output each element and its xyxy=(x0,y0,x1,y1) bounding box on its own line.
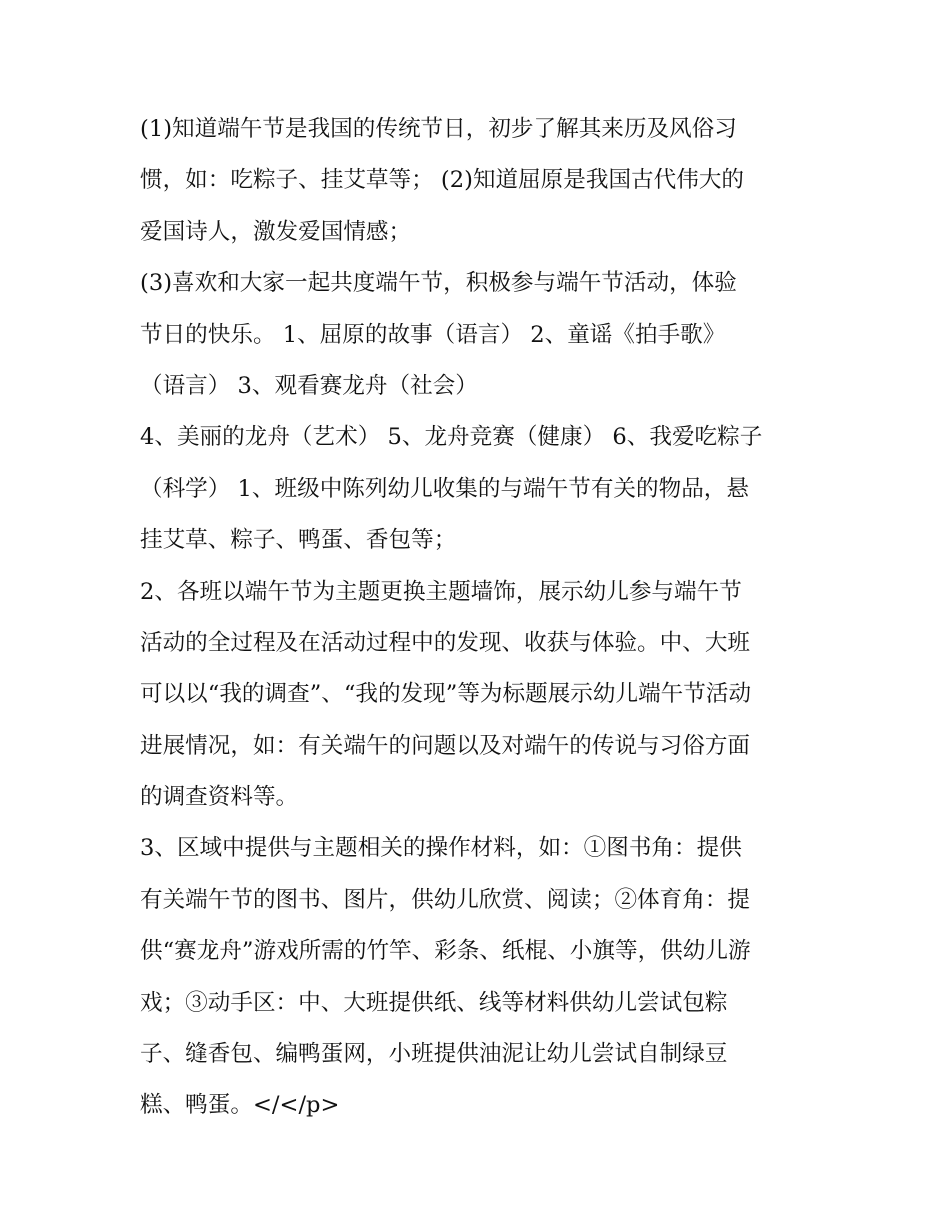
text-line: (1)知道端午节是我国的传统节日，初步了解其来历及风俗习 xyxy=(140,116,737,142)
text-line: (3)喜欢和大家一起共度端午节，积极参与端午节活动，体验 xyxy=(140,270,737,297)
text-line: 4、美丽的龙舟（艺术） 5、龙舟竞赛（健康） 6、我爱吃粽子 xyxy=(140,424,763,451)
document-body xyxy=(140,104,820,1132)
text-line: 有关端午节的图书、图片，供幼儿欣赏、阅读；②体育角：提 xyxy=(140,886,751,913)
text-line: 子、缝香包、编鸭蛋网，小班提供油泥让幼儿尝试自制绿豆 xyxy=(140,1041,728,1068)
text-line: （语言） 3、观看赛龙舟（社会） xyxy=(140,372,478,399)
text-line: 节日的快乐。 1、屈原的故事（语言） 2、童谣《拍手歌》 xyxy=(140,321,726,348)
text-line: 的调查资料等。 xyxy=(140,784,299,811)
text-line: 惯，如：吃粽子、挂艾草等； (2)知道屈原是我国古代伟大的 xyxy=(140,167,745,194)
text-line: 爱国诗人，激发爱国情感； xyxy=(140,218,412,245)
text-line: 戏；③动手区：中、大班提供纸、线等材料供幼儿尝试包粽 xyxy=(140,989,728,1016)
text-line: 活动的全过程及在活动过程中的发现、收获与体验。中、大班 xyxy=(140,629,751,656)
text-line: 进展情况，如：有关端午的问题以及对端午的传说与习俗方面 xyxy=(140,732,751,759)
text-line: 挂艾草、粽子、鸭蛋、香包等； xyxy=(140,527,457,554)
text-line: 2、各班以端午节为主题更换主题墙饰，展示幼儿参与端午节 xyxy=(140,578,742,605)
text-line: 3、区域中提供与主题相关的操作材料，如：①图书角：提供 xyxy=(140,835,742,862)
text-line: 可以以“我的调查”、“我的发现”等为标题展示幼儿端午节活动 xyxy=(140,681,752,708)
text-line: 供“赛龙舟”游戏所需的竹竿、彩条、纸棍、小旗等，供幼儿游 xyxy=(140,938,751,965)
text-line: （科学） 1、班级中陈列幼儿收集的与端午节有关的物品，悬 xyxy=(140,475,749,502)
text-line: 糕、鸭蛋。</</p> xyxy=(140,1092,340,1119)
